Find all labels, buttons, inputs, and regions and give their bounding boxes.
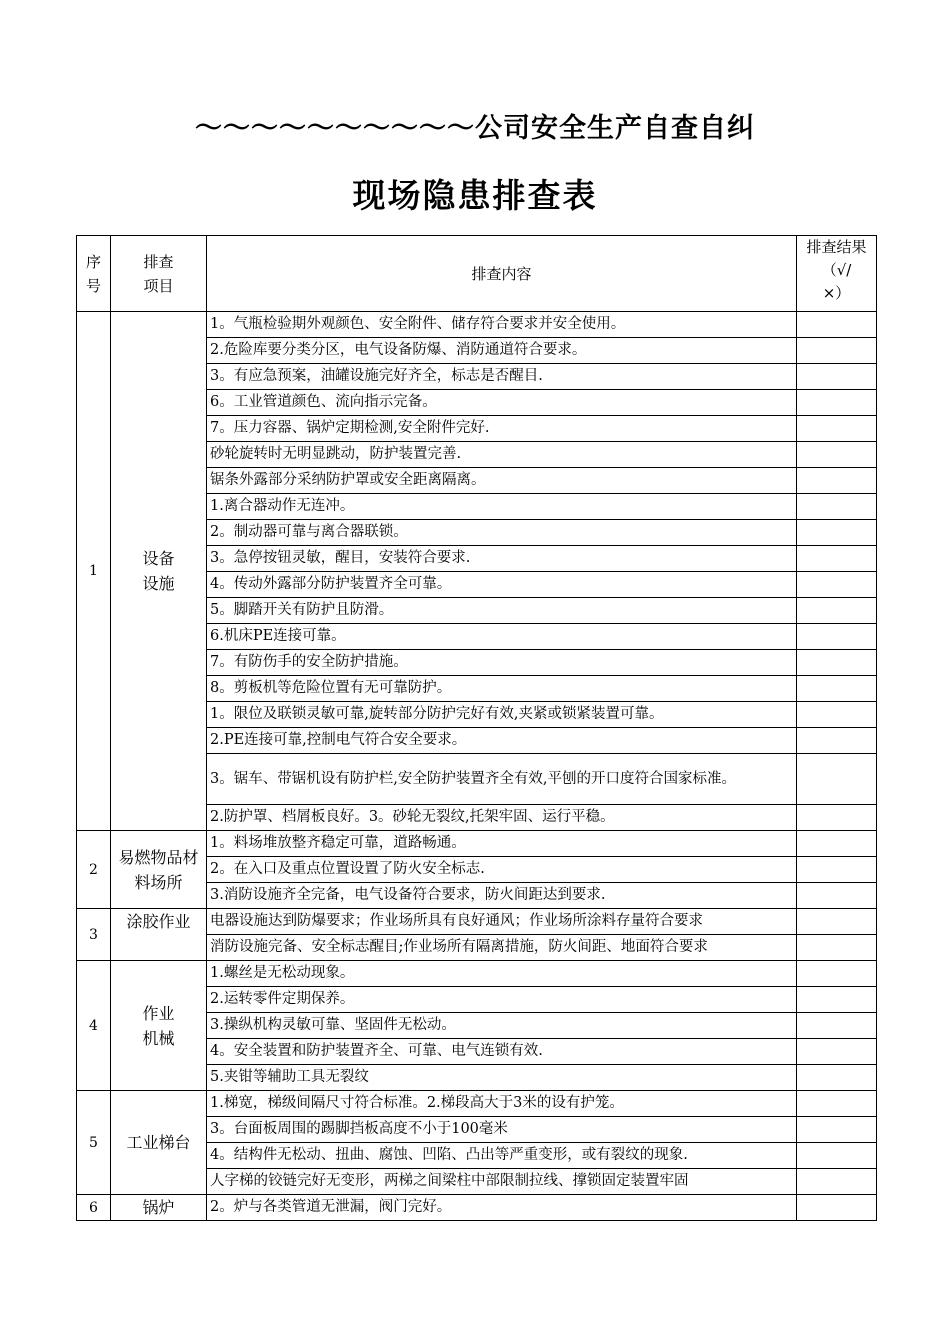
result-cell[interactable]	[797, 961, 877, 987]
section-category: 易燃物品材 料场所	[111, 831, 207, 909]
result-cell[interactable]	[797, 442, 877, 468]
table-row	[77, 961, 877, 987]
check-item: 2。炉与各类管道无泄漏，阀门完好。	[207, 1195, 797, 1221]
result-cell[interactable]	[797, 520, 877, 546]
table-row	[77, 831, 877, 857]
result-cell[interactable]	[797, 883, 877, 909]
check-item: 2.危险库要分类分区，电气设备防爆、消防通道符合要求。	[207, 338, 797, 364]
check-item: 2.PE连接可靠,控制电气符合安全要求。	[207, 728, 797, 754]
check-item: 1.螺丝是无松动现象。	[207, 961, 797, 987]
header-no: 序 号	[77, 236, 111, 312]
section-number: 2	[77, 831, 111, 909]
check-item: 3。有应急预案，油罐设施完好齐全，标志是否醒目.	[207, 364, 797, 390]
result-cell[interactable]	[797, 702, 877, 728]
section-number: 6	[77, 1195, 111, 1221]
check-item: 电器设施达到防爆要求；作业场所具有良好通风；作业场所涂料存量符合要求	[207, 909, 797, 935]
check-item: 4。传动外露部分防护装置齐全可靠。	[207, 572, 797, 598]
table-row	[77, 1091, 877, 1117]
check-item: 1。限位及联锁灵敏可靠,旋转部分防护完好有效,夹紧或锁紧装置可靠。	[207, 702, 797, 728]
check-item: 6。工业管道颜色、流向指示完备。	[207, 390, 797, 416]
check-item: 消防设施完备、安全标志醒目;作业场所有隔离措施，防火间距、地面符合要求	[207, 935, 797, 961]
result-cell[interactable]	[797, 546, 877, 572]
result-cell[interactable]	[797, 1143, 877, 1169]
result-cell[interactable]	[797, 416, 877, 442]
check-item: 1.梯宽，梯级间隔尺寸符合标准。2.梯段高大于3米的设有护笼。	[207, 1091, 797, 1117]
section-number: 3	[77, 909, 111, 961]
header-result: 排查结果 （√/ ×）	[797, 236, 877, 312]
section-category: 作业 机械	[111, 961, 207, 1091]
check-item: 4。结构件无松动、扭曲、腐蚀、凹陷、凸出等严重变形，或有裂纹的现象.	[207, 1143, 797, 1169]
table-row	[77, 312, 877, 338]
inspection-table	[76, 235, 877, 1221]
result-cell[interactable]	[797, 831, 877, 857]
check-item: 8。剪板机等危险位置有无可靠防护。	[207, 676, 797, 702]
result-cell[interactable]	[797, 364, 877, 390]
check-item: 2。在入口及重点位置设置了防火安全标志.	[207, 857, 797, 883]
result-cell[interactable]	[797, 1065, 877, 1091]
result-cell[interactable]	[797, 468, 877, 494]
result-cell[interactable]	[797, 805, 877, 831]
result-cell[interactable]	[797, 1117, 877, 1143]
result-cell[interactable]	[797, 312, 877, 338]
result-cell[interactable]	[797, 857, 877, 883]
document-title: ～～～～～～～～～～公司安全生产自查自纠	[195, 113, 755, 144]
result-cell[interactable]	[797, 754, 877, 805]
result-cell[interactable]	[797, 572, 877, 598]
check-item: 4。安全装置和防护装置齐全、可靠、电气连锁有效.	[207, 1039, 797, 1065]
header-category: 排查 项目	[111, 236, 207, 312]
check-item: 砂轮旋转时无明显跳动，防护装置完善.	[207, 442, 797, 468]
check-item: 3。锯车、带锯机设有防护栏,安全防护装置齐全有效,平刨的开口度符合国家标准。	[207, 754, 797, 805]
result-cell[interactable]	[797, 1169, 877, 1195]
check-item: 7。压力容器、锅炉定期检测,安全附件完好.	[207, 416, 797, 442]
check-item: 7。有防伤手的安全防护措施。	[207, 650, 797, 676]
document-subtitle: 现场隐患排查表	[352, 176, 598, 215]
section-category: 工业梯台	[111, 1091, 207, 1195]
result-cell[interactable]	[797, 1013, 877, 1039]
result-cell[interactable]	[797, 1091, 877, 1117]
check-item: 2。制动器可靠与离合器联锁。	[207, 520, 797, 546]
result-cell[interactable]	[797, 494, 877, 520]
result-cell[interactable]	[797, 338, 877, 364]
check-item: 2.防护罩、档屑板良好。3。砂轮无裂纹,托架牢固、运行平稳。	[207, 805, 797, 831]
result-cell[interactable]	[797, 1195, 877, 1221]
table-header-row	[77, 236, 877, 312]
check-item: 1。气瓶检验期外观颜色、安全附件、储存符合要求并安全使用。	[207, 312, 797, 338]
section-number: 5	[77, 1091, 111, 1195]
check-item: 3.消防设施齐全完备，电气设备符合要求，防火间距达到要求.	[207, 883, 797, 909]
check-item: 3。急停按钮灵敏，醒目，安装符合要求.	[207, 546, 797, 572]
check-item: 1.离合器动作无连冲。	[207, 494, 797, 520]
check-item: 6.机床PE连接可靠。	[207, 624, 797, 650]
check-item: 5.夹钳等辅助工具无裂纹	[207, 1065, 797, 1091]
result-cell[interactable]	[797, 624, 877, 650]
result-cell[interactable]	[797, 598, 877, 624]
result-cell[interactable]	[797, 1039, 877, 1065]
section-number: 4	[77, 961, 111, 1091]
check-item: 1。料场堆放整齐稳定可靠，道路畅通。	[207, 831, 797, 857]
table-row	[77, 1195, 877, 1221]
result-cell[interactable]	[797, 650, 877, 676]
check-item: 3。台面板周围的踢脚挡板高度不小于100毫米	[207, 1117, 797, 1143]
result-cell[interactable]	[797, 728, 877, 754]
table-row	[77, 909, 877, 935]
section-category: 锅炉	[111, 1195, 207, 1221]
result-cell[interactable]	[797, 390, 877, 416]
result-cell[interactable]	[797, 935, 877, 961]
check-item: 2.运转零件定期保养。	[207, 987, 797, 1013]
section-category: 设备 设施	[111, 312, 207, 831]
section-category: 涂胶作业	[111, 909, 207, 961]
result-cell[interactable]	[797, 909, 877, 935]
check-item: 3.操纵机构灵敏可靠、坚固件无松动。	[207, 1013, 797, 1039]
table-body	[77, 312, 877, 1221]
check-item: 锯条外露部分采纳防护罩或安全距离隔离。	[207, 468, 797, 494]
result-cell[interactable]	[797, 987, 877, 1013]
section-number: 1	[77, 312, 111, 831]
check-item: 人字梯的铰链完好无变形，两梯之间梁柱中部限制拉线、撑锁固定装置牢固	[207, 1169, 797, 1195]
check-item: 5。脚踏开关有防护且防滑。	[207, 598, 797, 624]
header-content: 排查内容	[207, 236, 797, 312]
result-cell[interactable]	[797, 676, 877, 702]
